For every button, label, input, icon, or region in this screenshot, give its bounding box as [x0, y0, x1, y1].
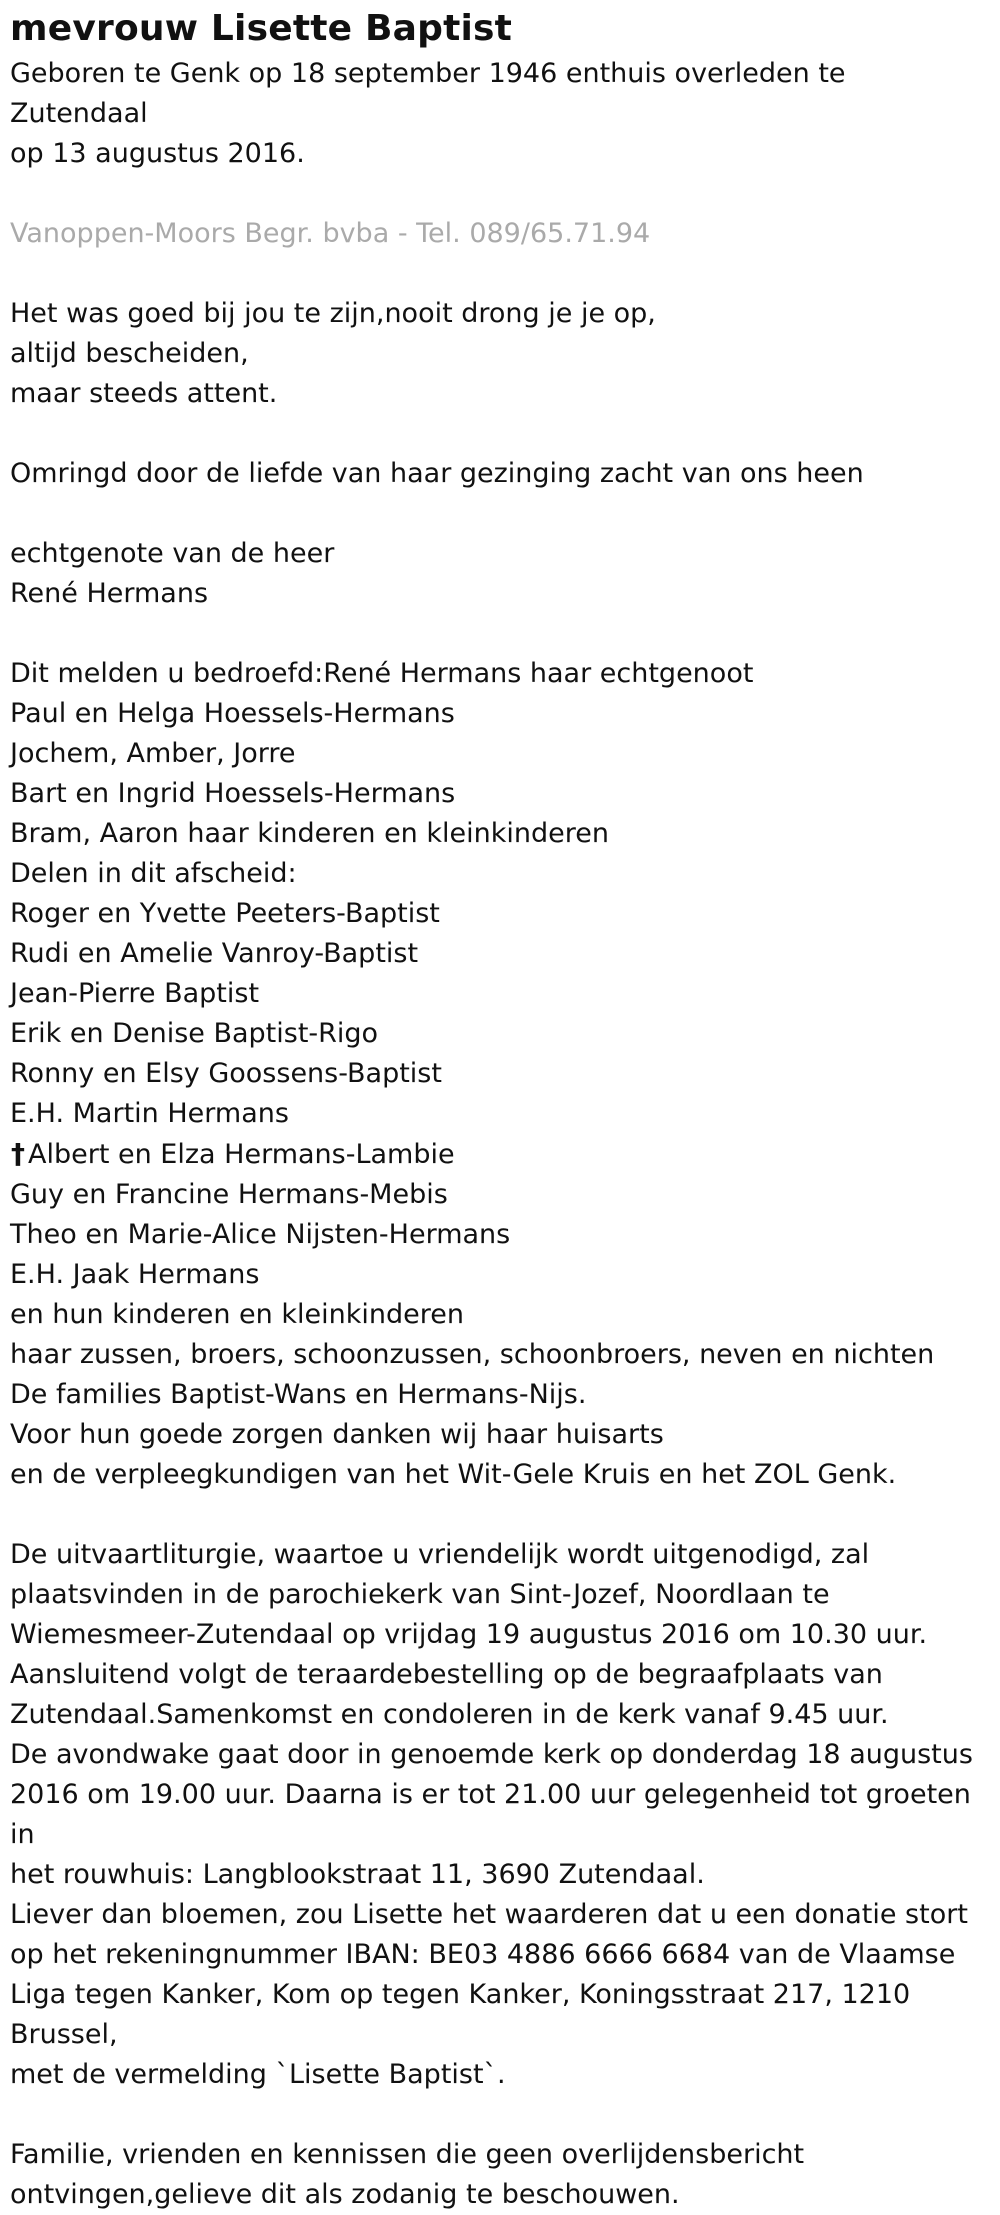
notice-line: [10, 374, 990, 414]
notice-line-text: Zutendaal.Samenkomst en condoleren in de kerk vanaf 9.45 uur.: [10, 1699, 889, 1730]
notice-line: [10, 694, 990, 734]
notice-line-text: Wiemesmeer-Zutendaal op vrijdag 19 augustus 2016 om 10.30 uur.: [10, 1619, 928, 1650]
notice-line-text: De families Baptist-Wans en Hermans-Nijs.: [10, 1379, 587, 1410]
notice-line-text: René Hermans: [10, 578, 209, 609]
notice-line-text: De avondwake gaat door in genoemde kerk op donderdag 18 augustus: [10, 1739, 973, 1770]
notice-line: [10, 1615, 990, 1655]
notice-line: [10, 1935, 990, 1975]
notice-line: [10, 1415, 990, 1455]
notice-title: mevrouw Lisette Baptist: [10, 8, 513, 49]
notice-line-text: Liever dan bloemen, zou Lisette het waarderen dat u een donatie stort: [10, 1899, 968, 1930]
notice-line: [10, 1655, 990, 1695]
notice-line: [10, 734, 990, 774]
notice-line-text: Delen in dit afscheid:: [10, 858, 297, 889]
notice-line: [10, 1295, 990, 1335]
blank-line: [10, 414, 990, 454]
notice-line: [10, 574, 990, 614]
notice-line-text: met de vermelding `Lisette Baptist`.: [10, 2059, 506, 2090]
notice-line: [10, 1054, 990, 1094]
notice-line-text: Theo en Marie-Alice Nijsten-Hermans: [10, 1219, 511, 1250]
funeral-home-contact: Vanoppen-Moors Begr. bvba - Tel. 089/65.71.94: [10, 218, 651, 249]
notice-line-text: haar zussen, broers, schoonzussen, schoonbroers, neven en nichten: [10, 1339, 935, 1370]
notice-line-text: ontvingen,gelieve dit als zodanig te beschouwen.: [10, 2179, 680, 2210]
notice-line: [10, 1735, 990, 1775]
notice-line-text: Jean-Pierre Baptist: [10, 978, 260, 1009]
notice-line: [10, 1695, 990, 1735]
notice-line-text: Ronny en Elsy Goossens-Baptist: [10, 1058, 442, 1089]
notice-line-text: plaatsvinden in de parochiekerk van Sint-Jozef, Noordlaan te: [10, 1579, 830, 1610]
notice-line-text: Bram, Aaron haar kinderen en kleinkinderen: [10, 818, 609, 849]
notice-line: [10, 2175, 990, 2215]
notice-line-text: Bart en Ingrid Hoessels-Hermans: [10, 778, 456, 809]
notice-line-text: en hun kinderen en kleinkinderen: [10, 1299, 464, 1330]
notice-line: [10, 654, 990, 694]
notice-line: [10, 1895, 990, 1935]
cross-icon: †: [11, 1137, 25, 1170]
notice-line: [10, 774, 990, 814]
notice-line-text: en de verpleegkundigen van het Wit-Gele Kruis en het ZOL Genk.: [10, 1459, 897, 1490]
notice-line-text: Liga tegen Kanker, Kom op tegen Kanker, Koningsstraat 217, 1210 Brussel,: [10, 1979, 919, 2050]
blank-line: [10, 494, 990, 534]
notice-line-text: het rouwhuis: Langblookstraat 11, 3690 Zutendaal.: [10, 1859, 705, 1890]
notice-line: [10, 1455, 990, 1495]
notice-line-text: Jochem, Amber, Jorre: [10, 738, 296, 769]
birth-death-line-2: op 13 augustus 2016.: [10, 138, 305, 169]
notice-line-text: Guy en Francine Hermans-Mebis: [10, 1179, 448, 1210]
notice-line: [10, 1975, 990, 2055]
blank-line: [10, 614, 990, 654]
notice-line: [10, 854, 990, 894]
notice-line-text: Omringd door de liefde van haar gezinging zacht van ons heen: [10, 458, 864, 489]
notice-line: [10, 534, 990, 574]
notice-line-text: Dit melden u bedroefd:René Hermans haar echtgenoot: [10, 658, 754, 689]
notice-line-text: Roger en Yvette Peeters-Baptist: [10, 898, 440, 929]
notice-line: [10, 454, 990, 494]
notice-line: [10, 1335, 990, 1375]
notice-line: [10, 974, 990, 1014]
notice-line: [10, 894, 990, 934]
notice-line: [10, 1215, 990, 1255]
notice-line: [10, 814, 990, 854]
notice-line: [10, 1575, 990, 1615]
notice-line-text: maar steeds attent.: [10, 378, 278, 409]
notice-line: [10, 1775, 990, 1855]
notice-line-text: Aansluitend volgt de teraardebestelling op de begraafplaats van: [10, 1659, 883, 1690]
notice-line: [10, 2135, 990, 2175]
notice-line-text: Voor hun goede zorgen danken wij haar huisarts: [10, 1419, 664, 1450]
notice-line-text: op het rekeningnummer IBAN: BE03 4886 6666 6684 van de Vlaamse: [10, 1939, 956, 1970]
notice-line: [10, 1014, 990, 1054]
notice-line: [10, 2055, 990, 2095]
blank-line: [10, 1495, 990, 1535]
blank-line: [10, 2095, 990, 2135]
notice-body: [10, 294, 990, 2215]
notice-line-text: E.H. Martin Hermans: [10, 1098, 289, 1129]
notice-line: [10, 1255, 990, 1295]
birth-death-line-1: Geboren te Genk op 18 september 1946 enthuis overleden te Zutendaal: [10, 58, 846, 129]
notice-line: [10, 294, 990, 334]
notice-line-text: Familie, vrienden en kennissen die geen overlijdensbericht: [10, 2139, 805, 2170]
notice-line: [10, 1375, 990, 1415]
notice-line-text: Paul en Helga Hoessels-Hermans: [10, 698, 455, 729]
notice-line-text: 2016 om 19.00 uur. Daarna is er tot 21.00 uur gelegenheid tot groeten in: [10, 1779, 980, 1850]
notice-line: [10, 1855, 990, 1895]
notice-line: [10, 934, 990, 974]
notice-line-text: E.H. Jaak Hermans: [10, 1259, 260, 1290]
notice-line: [10, 334, 990, 374]
notice-line-text: Rudi en Amelie Vanroy-Baptist: [10, 938, 419, 969]
notice-line: [10, 1175, 990, 1215]
notice-line-text: Albert en Elza Hermans-Lambie: [28, 1139, 455, 1170]
notice-line-text: Erik en Denise Baptist-Rigo: [10, 1018, 379, 1049]
notice-line-text: Het was goed bij jou te zijn,nooit drong je je op,: [10, 298, 656, 329]
notice-line-text: De uitvaartliturgie, waartoe u vriendelijk wordt uitgenodigd, zal: [10, 1539, 870, 1570]
notice-line: [10, 1535, 990, 1575]
notice-line-text: altijd bescheiden,: [10, 338, 249, 369]
notice-line: [10, 1134, 990, 1175]
notice-line: [10, 1094, 990, 1134]
notice-line-text: echtgenote van de heer: [10, 538, 335, 569]
